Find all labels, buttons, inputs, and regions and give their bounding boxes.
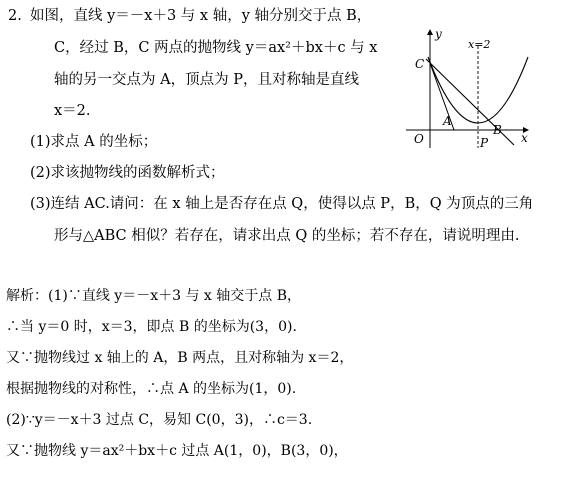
question-3-line-2: 形与△ABC 相似？若存在，请求出点 Q 的坐标；若不存在，请说明理由. bbox=[54, 228, 520, 244]
x-axis-label: x bbox=[521, 131, 528, 145]
solution-line-1: 解析：(1)∵直线 y＝－x＋3 与 x 轴交于点 B， bbox=[6, 288, 301, 304]
point-b-label: B bbox=[493, 123, 502, 137]
y-axis-label: y bbox=[435, 27, 442, 41]
problem-number: 2. bbox=[8, 8, 22, 24]
parabola-figure bbox=[400, 26, 532, 150]
problem-line-2: C，经过 B，C 两点的抛物线 y＝ax²＋bx＋c 与 x bbox=[54, 40, 378, 56]
problem-line-4: x＝2. bbox=[54, 103, 91, 119]
problem-line-3: 轴的另一交点为 A，顶点为 P，且对称轴是直线 bbox=[54, 72, 359, 88]
solution-line-6: 又∵抛物线 y＝ax²＋bx＋c 过点 A(1，0)，B(3，0)， bbox=[6, 443, 348, 459]
symmetry-axis-label: x=2 bbox=[468, 38, 491, 51]
solution-line-4: 根据抛物线的对称性，∴点 A 的坐标为(1，0). bbox=[6, 381, 297, 397]
solution-line-3: 又∵抛物线过 x 轴上的 A，B 两点，且对称轴为 x＝2， bbox=[6, 350, 354, 366]
solution-line-2: ∴当 y＝0 时，x＝3，即点 B 的坐标为(3，0). bbox=[6, 319, 297, 335]
question-3-line-1: (3)连结 AC.请问：在 x 轴上是否存在点 Q，使得以点 P，B，Q 为顶点的三角 bbox=[30, 196, 534, 212]
question-2: (2)求该抛物线的函数解析式； bbox=[30, 165, 225, 181]
point-c-label: C bbox=[415, 57, 425, 71]
point-o-label: O bbox=[414, 132, 424, 146]
question-1: (1)求点 A 的坐标； bbox=[30, 134, 158, 150]
problem-line-1: 如图，直线 y＝－x＋3 与 x 轴，y 轴分别交于点 B， bbox=[30, 8, 372, 24]
point-p-label: P bbox=[480, 136, 489, 150]
solution-line-5: (2)∵y＝－x＋3 过点 C，易知 C(0，3)，∴c＝3. bbox=[6, 412, 313, 428]
point-a-label: A bbox=[443, 114, 452, 128]
